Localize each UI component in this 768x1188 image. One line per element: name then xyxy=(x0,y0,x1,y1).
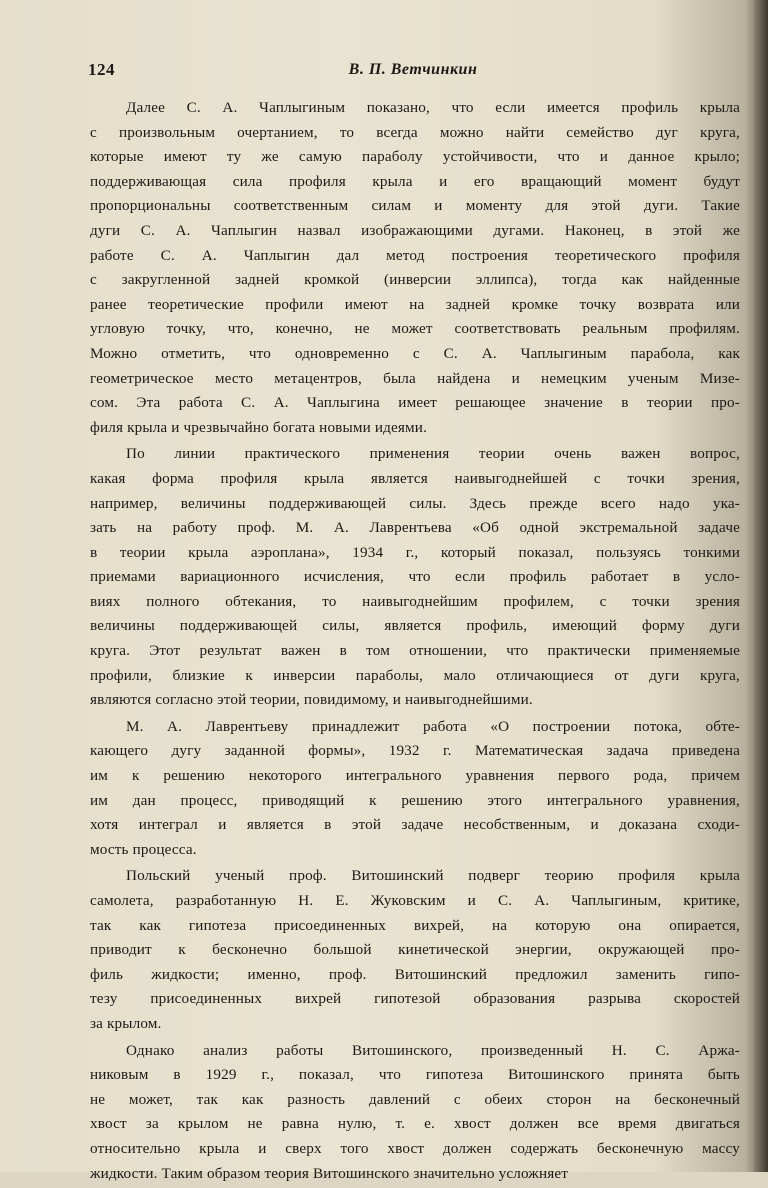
text-line: мость процесса. xyxy=(90,840,197,858)
paragraph xyxy=(90,442,740,713)
text-line: геометрическое место метацентров, была найдена и немецким ученым Мизе- xyxy=(90,369,740,387)
text-line: профили, близкие к инверсии параболы, мало отличающиеся от дуги круга, xyxy=(90,666,740,684)
text-line: Далее С. А. Чаплыгиным показано, что если имеется профиль крыла xyxy=(126,99,740,116)
text-line: угловую точку, что, конечно, не может соответствовать реальным профилям. xyxy=(90,320,740,338)
text-line: ранее теоретические профили имеют на задней кромке точку возврата или xyxy=(90,295,740,313)
text-line: поддерживающая сила профиля крыла и его вращающий момент будут xyxy=(90,172,740,190)
text-line: им дан процесс, приводящий к решению этого интегрального уравнения, xyxy=(90,791,740,809)
text-line: например, величины поддерживающей силы. Здесь прежде всего надо ука- xyxy=(90,494,740,512)
text-line: Польский ученый проф. Витошинский подверг теорию профиля крыла xyxy=(126,867,740,885)
text-line: кающего дугу заданной формы», 1932 г. Математическая задача приведена xyxy=(90,742,740,760)
body-text xyxy=(90,96,740,1188)
text-line: так как гипотеза присоединенных вихрей, на которую она опирается, xyxy=(90,916,740,934)
text-line: хотя интеграл и является в этой задаче несобственным, и доказана сходи- xyxy=(90,816,740,834)
text-line: в теории крыла аэроплана», 1934 г., который показал, пользуясь тонкими xyxy=(90,543,740,561)
text-line: какая форма профиля крыла является наивыгоднейшей с точки зрения, xyxy=(90,469,740,487)
paragraph xyxy=(90,864,740,1036)
text-line: приемами вариационного исчисления, что если профиль работает в усло- xyxy=(90,568,740,586)
text-line: никовым в 1929 г., показал, что гипотеза Витошинского принята быть xyxy=(90,1066,740,1084)
paragraph xyxy=(90,715,740,863)
paragraph xyxy=(90,96,740,440)
text-line: сом. Эта работа С. А. Чаплыгина имеет решающее значение в теории про- xyxy=(90,394,740,412)
text-line: Однако анализ работы Витошинского, произведенный Н. С. Аржа- xyxy=(126,1041,740,1059)
text-line: По линии практического применения теории очень важен вопрос, xyxy=(126,445,740,463)
running-head: В. П. Ветчинкин xyxy=(348,61,478,78)
text-line: пропорциональны соответственным силам и моменту для этой дуги. Такие xyxy=(90,197,740,215)
text-line: являются согласно этой теории, повидимому, и наивыгоднейшими. xyxy=(90,691,533,709)
page-header xyxy=(88,60,718,86)
text-line: работе С. А. Чаплыгин дал метод построения теоретического профиля xyxy=(90,246,740,264)
text-line: величины поддерживающей силы, является профиль, имеющий форму дуги xyxy=(90,617,740,635)
text-line: Можно отметить, что одновременно с С. А. Чаплыгиным парабола, как xyxy=(90,344,740,362)
text-line: не может, так как разность давлений с обеих сторон на бесконечный xyxy=(90,1090,740,1108)
text-line: приводит к бесконечно большой кинетической энергии, окружающей про- xyxy=(90,941,740,959)
book-spine-shadow xyxy=(754,0,768,1172)
text-line: жидкости. Таким образом теория Витошинского значительно усложняет xyxy=(90,1164,569,1182)
text-line: которые имеют ту же самую параболу устойчивости, что и данное крыло; xyxy=(90,148,740,166)
text-line: М. А. Лаврентьеву принадлежит работа «О построении потока, обте- xyxy=(126,717,740,735)
text-line: относительно крыла и сверх того хвост должен содержать бесконечную массу xyxy=(90,1139,740,1157)
text-line: за крылом. xyxy=(90,1014,162,1032)
text-line: филя крыла и чрезвычайно богата новыми идеями. xyxy=(90,418,428,436)
text-line: дуги С. А. Чаплыгин назвал изображающими дугами. Наконец, в этой же xyxy=(90,221,740,239)
text-line: им к решению некоторого интегрального уравнения первого рода, причем xyxy=(90,767,740,785)
text-line: тезу присоединенных вихрей гипотезой образования разрыва скоростей xyxy=(90,990,740,1008)
text-line: самолета, разработанную Н. Е. Жуковским и С. А. Чаплыгиным, критике, xyxy=(90,892,740,909)
text-line: филь жидкости; именно, проф. Витошинский предложил заменить гипо- xyxy=(90,965,740,983)
text-line: круга. Этот результат важен в том отношении, что практически применяемые xyxy=(90,642,740,660)
paragraph xyxy=(90,1039,740,1187)
text-line: хвост за крылом не равна нулю, т. е. хвост должен все время двигаться xyxy=(90,1115,740,1133)
text-line: зать на работу проф. М. А. Лаврентьева «Об одной экстремальной задаче xyxy=(90,519,740,537)
page-number: 124 xyxy=(88,60,115,79)
text-line: с закругленной задней кромкой (инверсии эллипса), тогда как найденные xyxy=(90,271,740,289)
text-line: виях полного обтекания, то наивыгоднейшим профилем, с точки зрения xyxy=(90,592,740,610)
text-line: с произвольным очертанием, то всегда можно найти семейство дуг круга, xyxy=(90,123,740,141)
